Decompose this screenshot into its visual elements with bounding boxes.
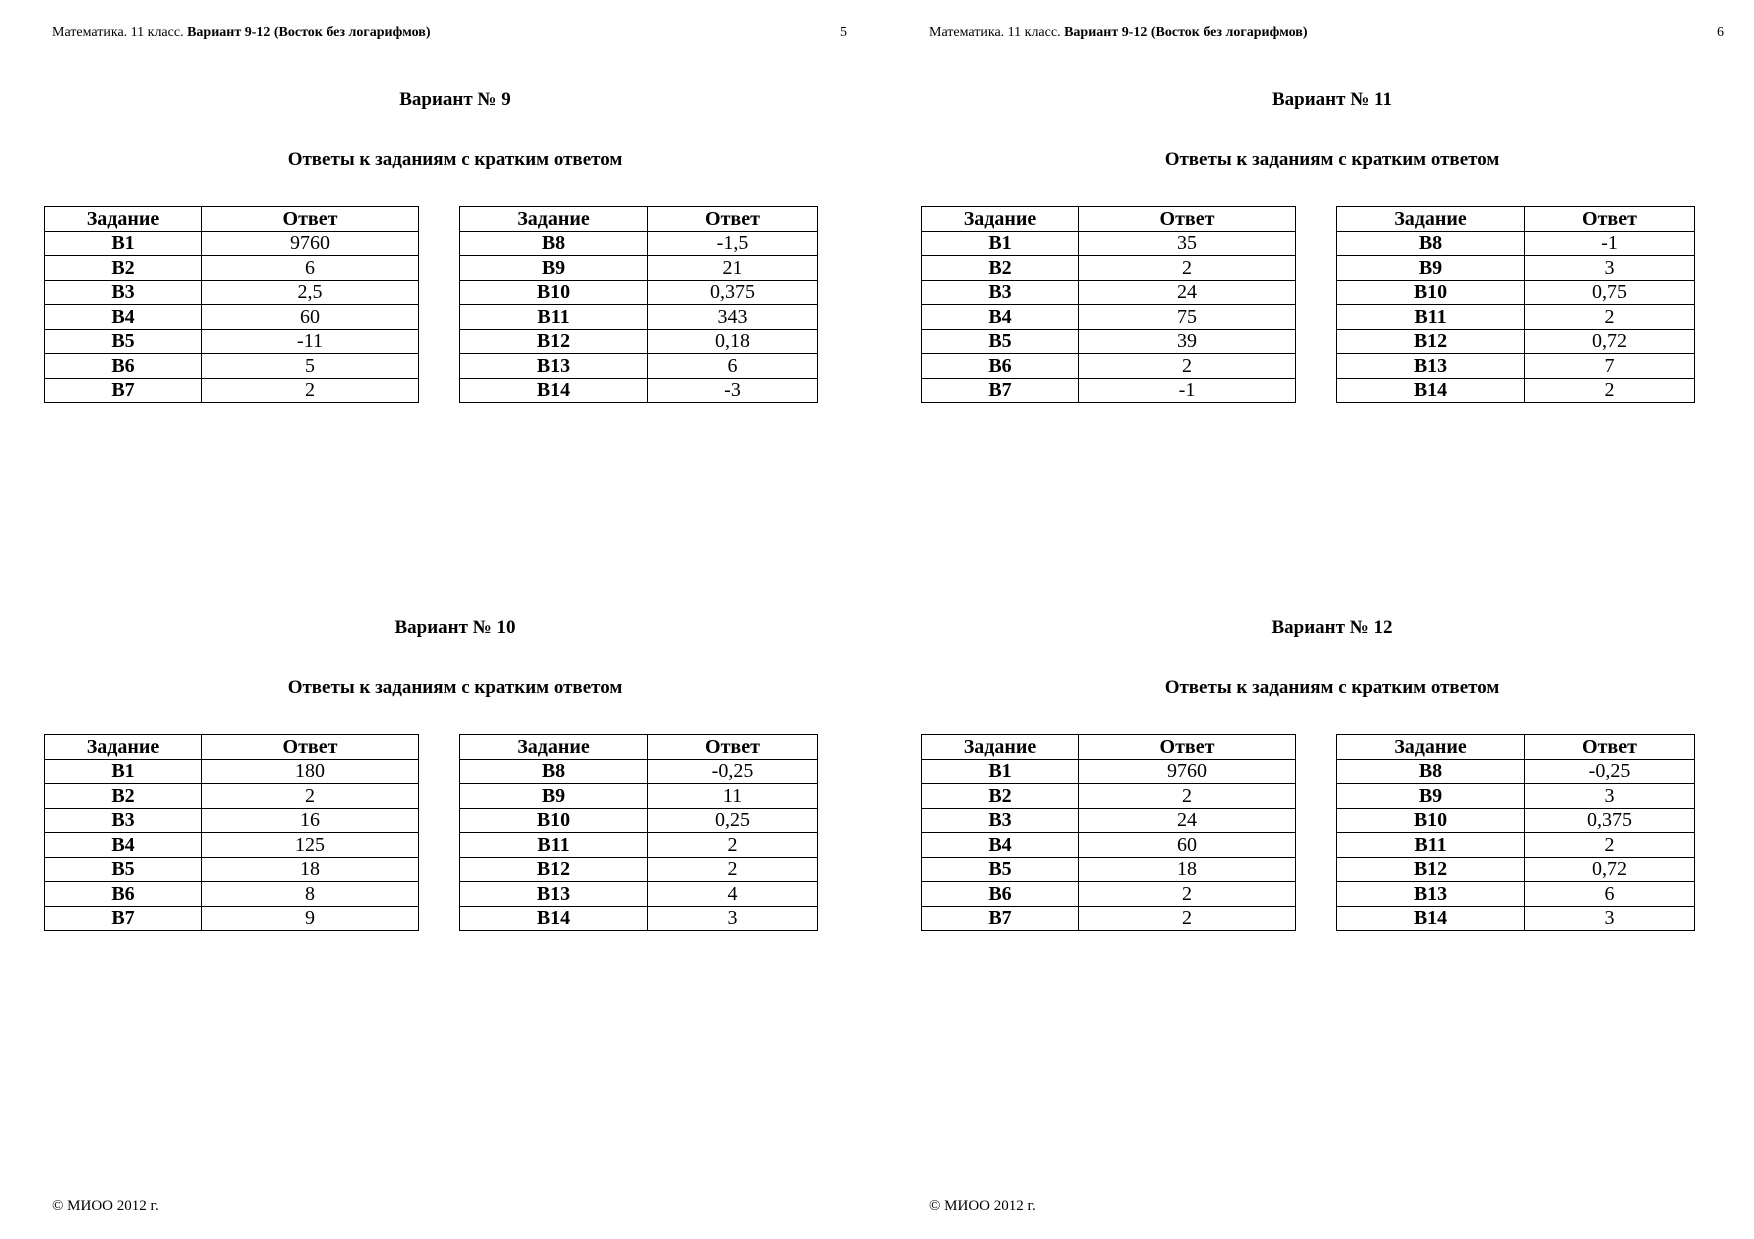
table-row	[922, 882, 1296, 907]
header-variant-range: Вариант 9-12 (Восток без логарифмов)	[1064, 25, 1308, 40]
table-row	[45, 808, 419, 833]
section-subtitle: Ответы к заданиям с кратким ответом	[287, 677, 623, 698]
table-row	[460, 305, 818, 330]
answer-cell: 9	[202, 906, 419, 931]
task-cell: B5	[922, 857, 1079, 882]
table-row	[45, 906, 419, 931]
table-row	[1337, 759, 1695, 784]
answer-cell: 2	[1079, 256, 1296, 281]
column-header-answer: Ответ	[1525, 735, 1695, 760]
answer-cell: 24	[1079, 808, 1296, 833]
table-header-row	[460, 207, 818, 232]
task-cell: B4	[45, 833, 202, 858]
answer-cell: 21	[648, 256, 818, 281]
table-row	[45, 354, 419, 379]
table-row	[1337, 882, 1695, 907]
answer-cell: 0,375	[648, 280, 818, 305]
answers-table	[44, 206, 419, 403]
table-row	[1337, 378, 1695, 403]
table-header-row	[1337, 735, 1695, 760]
table-row	[922, 378, 1296, 403]
column-header-answer: Ответ	[1525, 207, 1695, 232]
task-cell: B9	[1337, 784, 1525, 809]
table-row	[45, 329, 419, 354]
variant-title: Вариант № 10	[394, 617, 516, 638]
table-row	[45, 280, 419, 305]
task-cell: B10	[460, 808, 648, 833]
table-header-row	[1337, 207, 1695, 232]
page-6	[877, 0, 1754, 1239]
table-row	[922, 833, 1296, 858]
task-cell: B10	[1337, 280, 1525, 305]
table-row	[1337, 280, 1695, 305]
task-cell: B6	[45, 354, 202, 379]
answer-cell: -0,25	[648, 759, 818, 784]
task-cell: B10	[460, 280, 648, 305]
table-row	[45, 759, 419, 784]
answer-cell: 3	[1525, 906, 1695, 931]
table-row	[460, 808, 818, 833]
table-row	[45, 378, 419, 403]
task-cell: B12	[1337, 329, 1525, 354]
task-cell: B2	[922, 256, 1079, 281]
table-row	[45, 305, 419, 330]
task-cell: B13	[1337, 882, 1525, 907]
table-row	[922, 808, 1296, 833]
answer-cell: 0,375	[1525, 808, 1695, 833]
section-subtitle: Ответы к заданиям с кратким ответом	[1164, 677, 1500, 698]
page-number: 6	[1717, 25, 1724, 40]
header-variant-range: Вариант 9-12 (Восток без логарифмов)	[187, 25, 431, 40]
task-cell: B9	[1337, 256, 1525, 281]
answer-cell: 2	[1079, 882, 1296, 907]
task-cell: B11	[1337, 833, 1525, 858]
answer-cell: 18	[1079, 857, 1296, 882]
task-cell: B8	[1337, 231, 1525, 256]
task-cell: B13	[1337, 354, 1525, 379]
table-row	[1337, 231, 1695, 256]
table-row	[1337, 305, 1695, 330]
answer-cell: -1,5	[648, 231, 818, 256]
answer-cell: -11	[202, 329, 419, 354]
answer-cell: 3	[1525, 256, 1695, 281]
table-row	[45, 882, 419, 907]
answer-cell: 35	[1079, 231, 1296, 256]
column-header-answer: Ответ	[202, 735, 419, 760]
table-row	[922, 906, 1296, 931]
table-row	[460, 378, 818, 403]
answer-cell: 343	[648, 305, 818, 330]
answer-cell: 6	[202, 256, 419, 281]
task-cell: B11	[1337, 305, 1525, 330]
table-row	[460, 354, 818, 379]
column-header-task: Задание	[460, 735, 648, 760]
task-cell: B11	[460, 305, 648, 330]
answer-cell: 2	[202, 378, 419, 403]
answer-cell: 3	[648, 906, 818, 931]
answer-cell: 2	[1525, 378, 1695, 403]
table-row	[922, 759, 1296, 784]
column-header-answer: Ответ	[1079, 207, 1296, 232]
answer-cell: 9760	[202, 231, 419, 256]
section-subtitle: Ответы к заданиям с кратким ответом	[287, 149, 623, 170]
answer-cell: -1	[1079, 378, 1296, 403]
task-cell: B2	[45, 256, 202, 281]
table-row	[922, 256, 1296, 281]
answers-table	[459, 734, 818, 931]
answers-table	[44, 734, 419, 931]
task-cell: B10	[1337, 808, 1525, 833]
task-cell: B4	[922, 833, 1079, 858]
section-subtitle: Ответы к заданиям с кратким ответом	[1164, 149, 1500, 170]
table-row	[1337, 808, 1695, 833]
task-cell: B5	[922, 329, 1079, 354]
answer-cell: -3	[648, 378, 818, 403]
column-header-task: Задание	[922, 735, 1079, 760]
table-row	[1337, 784, 1695, 809]
task-cell: B7	[45, 378, 202, 403]
table-row	[460, 231, 818, 256]
answer-cell: -1	[1525, 231, 1695, 256]
table-row	[1337, 906, 1695, 931]
task-cell: B1	[922, 759, 1079, 784]
answer-cell: 2	[648, 833, 818, 858]
task-cell: B12	[460, 857, 648, 882]
task-cell: B1	[45, 759, 202, 784]
column-header-answer: Ответ	[648, 735, 818, 760]
answer-cell: 0,72	[1525, 329, 1695, 354]
page-header	[52, 23, 847, 43]
task-cell: B5	[45, 329, 202, 354]
table-row	[460, 882, 818, 907]
task-cell: B14	[460, 378, 648, 403]
task-cell: B12	[1337, 857, 1525, 882]
answer-cell: 60	[1079, 833, 1296, 858]
column-header-task: Задание	[1337, 207, 1525, 232]
answers-table	[459, 206, 818, 403]
answer-cell: 2	[1525, 833, 1695, 858]
answer-cell: 2	[1079, 354, 1296, 379]
page-number: 5	[840, 25, 847, 40]
table-row	[1337, 256, 1695, 281]
table-row	[45, 256, 419, 281]
task-cell: B3	[922, 280, 1079, 305]
table-header-row	[45, 207, 419, 232]
task-cell: B7	[922, 378, 1079, 403]
variant-title: Вариант № 12	[1271, 617, 1393, 638]
task-cell: B14	[1337, 906, 1525, 931]
answer-cell: 6	[1525, 882, 1695, 907]
task-cell: B6	[922, 354, 1079, 379]
task-cell: B14	[1337, 378, 1525, 403]
answer-cell: 11	[648, 784, 818, 809]
table-row	[460, 857, 818, 882]
answer-cell: -0,25	[1525, 759, 1695, 784]
answers-table	[921, 734, 1296, 931]
table-row	[45, 857, 419, 882]
table-row	[460, 759, 818, 784]
table-row	[922, 857, 1296, 882]
task-cell: B4	[922, 305, 1079, 330]
answer-cell: 4	[648, 882, 818, 907]
answer-cell: 180	[202, 759, 419, 784]
answer-cell: 125	[202, 833, 419, 858]
column-header-task: Задание	[45, 207, 202, 232]
answer-cell: 9760	[1079, 759, 1296, 784]
answer-cell: 24	[1079, 280, 1296, 305]
table-header-row	[922, 207, 1296, 232]
answers-table	[921, 206, 1296, 403]
task-cell: B4	[45, 305, 202, 330]
table-row	[45, 833, 419, 858]
table-row	[460, 833, 818, 858]
answer-cell: 60	[202, 305, 419, 330]
task-cell: B2	[45, 784, 202, 809]
table-row	[45, 784, 419, 809]
table-header-row	[922, 735, 1296, 760]
task-cell: B8	[460, 759, 648, 784]
answer-cell: 2	[1525, 305, 1695, 330]
task-cell: B9	[460, 784, 648, 809]
task-cell: B1	[45, 231, 202, 256]
table-row	[460, 906, 818, 931]
answer-cell: 2	[1079, 784, 1296, 809]
task-cell: B9	[460, 256, 648, 281]
table-row	[922, 329, 1296, 354]
table-row	[922, 280, 1296, 305]
task-cell: B13	[460, 354, 648, 379]
column-header-answer: Ответ	[648, 207, 818, 232]
answer-cell: 0,72	[1525, 857, 1695, 882]
table-row	[460, 280, 818, 305]
task-cell: B11	[460, 833, 648, 858]
column-header-task: Задание	[460, 207, 648, 232]
task-cell: B6	[922, 882, 1079, 907]
task-cell: B2	[922, 784, 1079, 809]
answer-cell: 5	[202, 354, 419, 379]
answer-cell: 6	[648, 354, 818, 379]
answer-cell: 0,25	[648, 808, 818, 833]
answer-cell: 39	[1079, 329, 1296, 354]
header-subject: Математика. 11 класс.	[52, 25, 184, 40]
task-cell: B6	[45, 882, 202, 907]
answer-cell: 8	[202, 882, 419, 907]
table-row	[460, 784, 818, 809]
page-footer: © МИОО 2012 г.	[929, 1198, 1036, 1214]
column-header-answer: Ответ	[202, 207, 419, 232]
task-cell: B7	[45, 906, 202, 931]
page-header	[929, 23, 1724, 43]
answer-cell: 0,75	[1525, 280, 1695, 305]
header-subject: Математика. 11 класс.	[929, 25, 1061, 40]
answer-cell: 18	[202, 857, 419, 882]
answers-table	[1336, 734, 1695, 931]
task-cell: B7	[922, 906, 1079, 931]
column-header-task: Задание	[922, 207, 1079, 232]
column-header-task: Задание	[45, 735, 202, 760]
table-row	[1337, 329, 1695, 354]
table-row	[45, 231, 419, 256]
table-row	[922, 231, 1296, 256]
table-row	[922, 305, 1296, 330]
table-row	[1337, 354, 1695, 379]
table-row	[922, 784, 1296, 809]
task-cell: B8	[460, 231, 648, 256]
task-cell: B8	[1337, 759, 1525, 784]
answer-cell: 2	[1079, 906, 1296, 931]
table-row	[922, 354, 1296, 379]
column-header-answer: Ответ	[1079, 735, 1296, 760]
answer-cell: 75	[1079, 305, 1296, 330]
task-cell: B3	[45, 808, 202, 833]
table-header-row	[460, 735, 818, 760]
variant-title: Вариант № 11	[1271, 89, 1392, 110]
page-footer: © МИОО 2012 г.	[52, 1198, 159, 1214]
task-cell: B1	[922, 231, 1079, 256]
answer-cell: 2	[202, 784, 419, 809]
task-cell: B12	[460, 329, 648, 354]
task-cell: B3	[45, 280, 202, 305]
answer-cell: 16	[202, 808, 419, 833]
variant-title: Вариант № 9	[399, 89, 511, 110]
table-header-row	[45, 735, 419, 760]
answer-cell: 3	[1525, 784, 1695, 809]
table-row	[460, 256, 818, 281]
answers-table	[1336, 206, 1695, 403]
table-row	[1337, 833, 1695, 858]
task-cell: B14	[460, 906, 648, 931]
table-row	[460, 329, 818, 354]
answer-cell: 7	[1525, 354, 1695, 379]
answer-cell: 0,18	[648, 329, 818, 354]
task-cell: B5	[45, 857, 202, 882]
answer-cell: 2,5	[202, 280, 419, 305]
answer-cell: 2	[648, 857, 818, 882]
task-cell: B3	[922, 808, 1079, 833]
task-cell: B13	[460, 882, 648, 907]
table-row	[1337, 857, 1695, 882]
column-header-task: Задание	[1337, 735, 1525, 760]
